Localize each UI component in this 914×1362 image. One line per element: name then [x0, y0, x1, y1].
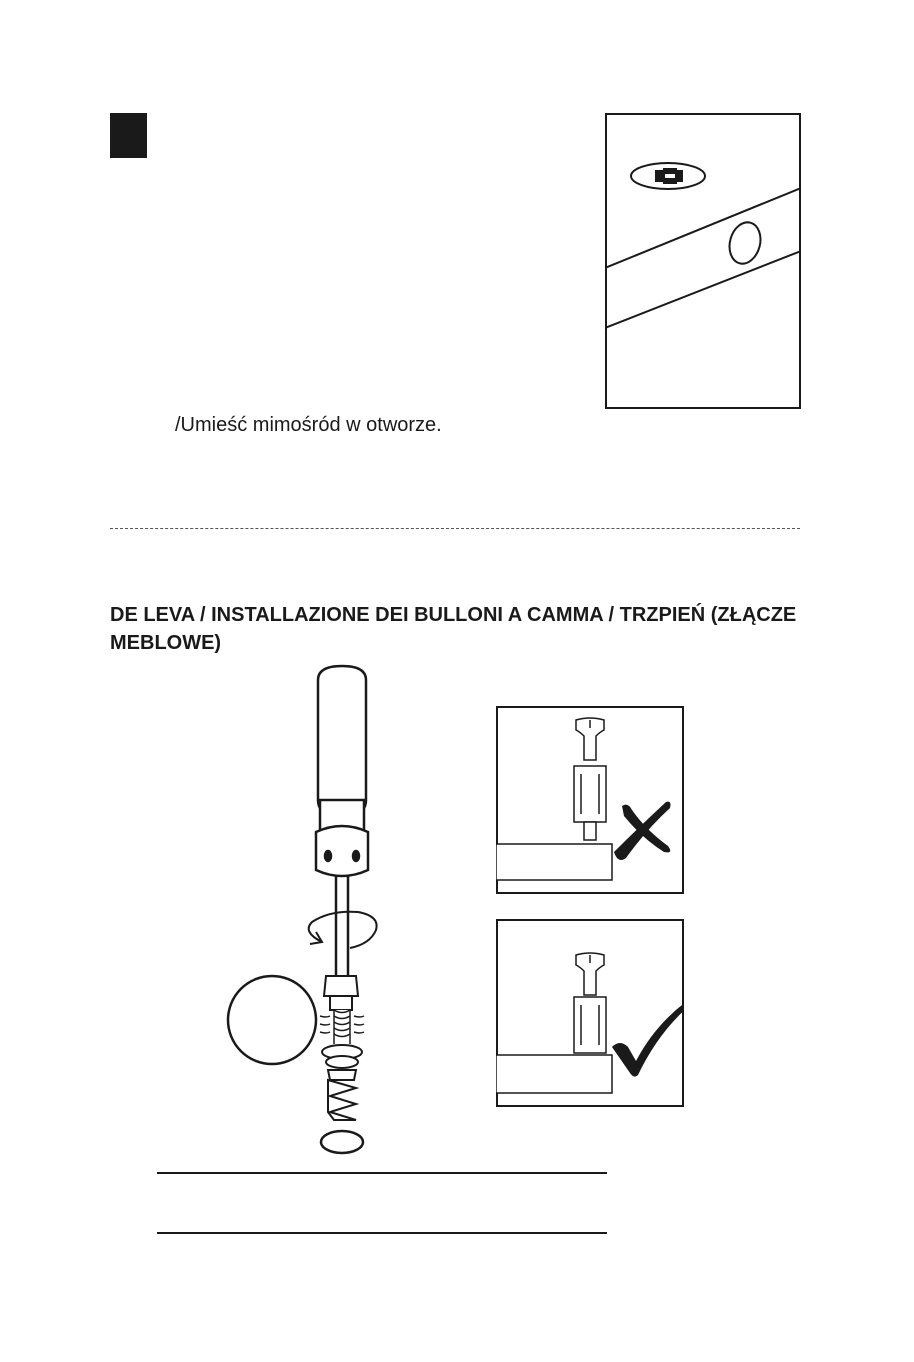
hole-outline	[321, 1131, 363, 1153]
correct-installation-diagram	[496, 919, 684, 1107]
step-instruction: /Umieść mimośród w otworze.	[175, 414, 442, 436]
rotate-clockwise-icon	[309, 912, 377, 948]
cam-bolt	[320, 976, 364, 1120]
cross-icon	[614, 802, 671, 860]
screwdriver-icon	[316, 666, 368, 980]
step-number-marker	[110, 113, 147, 158]
answer-rule-2	[157, 1232, 607, 1234]
checkmark-icon	[612, 999, 684, 1077]
screwdriver-illustration	[220, 660, 390, 1160]
magnifier-circle	[228, 976, 316, 1064]
answer-rule-1	[157, 1172, 607, 1174]
incorrect-installation-diagram	[496, 706, 684, 894]
panel-hole-illustration	[605, 113, 801, 409]
cam-lock-icon	[631, 163, 705, 189]
section-title: DE LEVA / INSTALLAZIONE DEI BULLONI A CAMMA / TRZPIEŃ (ZŁĄCZE MEBLOWE)	[110, 604, 797, 654]
section-divider	[110, 528, 800, 529]
